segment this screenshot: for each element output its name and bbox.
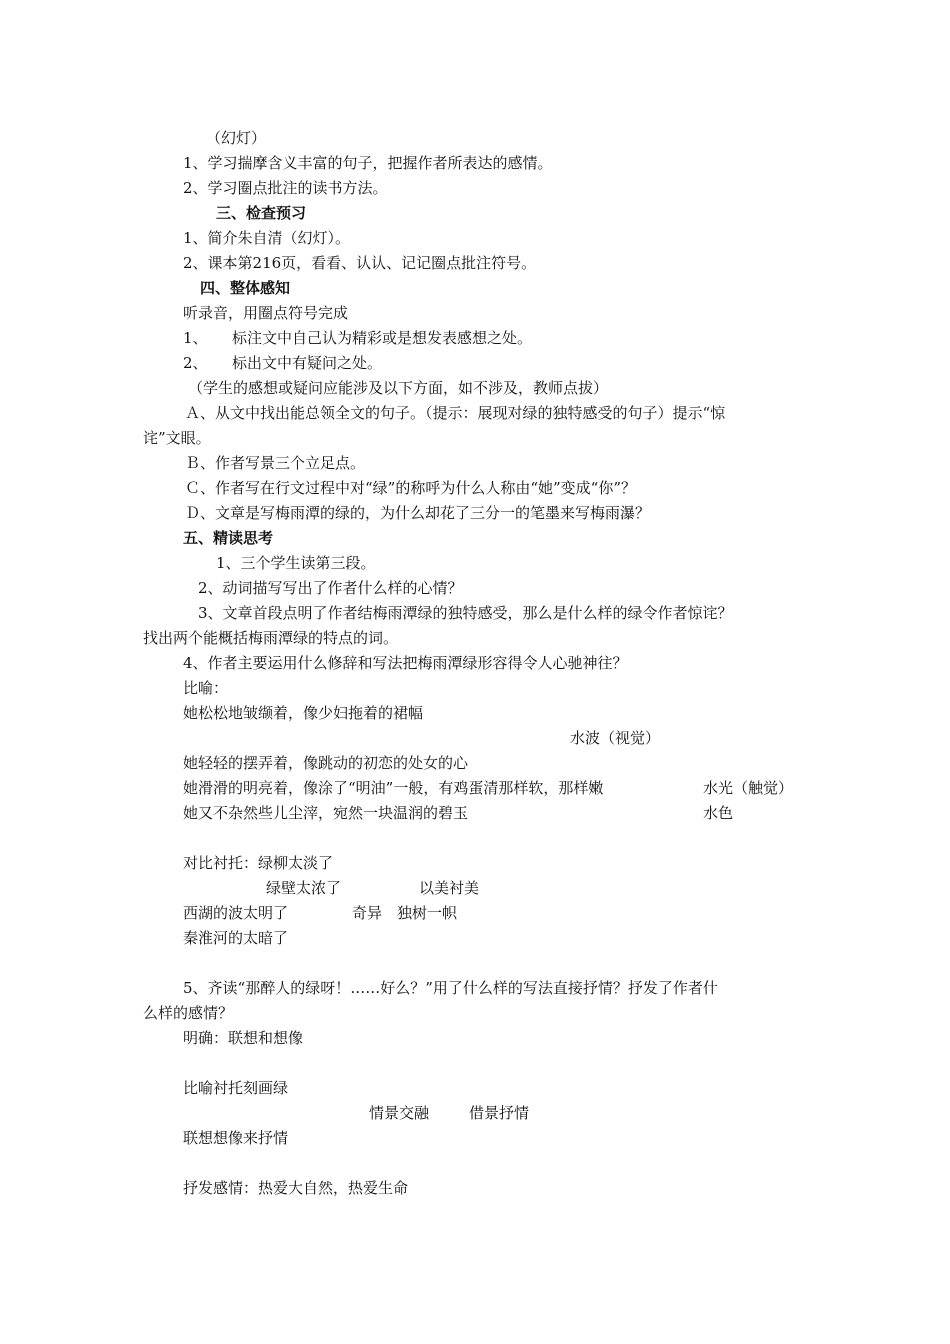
list-number: 2、 [183,354,208,372]
text-line: 标注文中自己认为精彩或是想发表感想之处。 [232,329,533,347]
annotation-label: 奇异 独树一帜 [352,904,458,922]
text-line: 她松松地皱缬着，像少妇拖着的裙幅 [183,704,424,722]
text-line: 西湖的波太明了 [183,904,289,922]
text-line: 1、简介朱自清（幻灯）。 [183,229,351,247]
text-line: 听录音，用圈点符号完成 [183,304,349,322]
annotation-label: 情景交融 [369,1104,430,1122]
text-line: Ａ、从文中找出能总领全文的句子。（提示：展现对绿的独特感受的句子）提示“惊 [185,404,726,422]
text-line: 1、三个学生读第三段。 [216,554,376,572]
annotation-label: 借景抒情 [469,1104,530,1122]
text-line: 2、课本第216页，看看、认认、记记圈点批注符号。 [183,254,537,272]
section-heading: 四、整体感知 [200,279,291,297]
text-line: 比喻衬托刻画绿 [183,1079,289,1097]
section-heading: 三、检查预习 [216,204,307,222]
text-line: 找出两个能概括梅雨潭绿的特点的词。 [143,629,399,647]
text-line: 1、学习揣摩含义丰富的句子，把握作者所表达的感情。 [183,154,553,172]
annotation-label: 水色 [703,804,734,822]
list-number: 1、 [183,329,208,347]
section-heading: 五、精读思考 [183,529,274,547]
text-line: （学生的感想或疑问应能涉及以下方面，如不涉及，教师点拔） [188,379,609,397]
text-line: 她滑滑的明亮着，像涂了“明油”一般，有鸡蛋清那样软，那样嫩 [183,779,604,797]
text-line: 诧”文眼。 [143,429,211,447]
text-line: 标出文中有疑问之处。 [232,354,383,372]
text-line: 比喻： [183,679,229,697]
text-line: 联想想像来抒情 [183,1129,289,1147]
annotation-label: 水光（触觉） [703,779,794,797]
text-line: （幻灯） [206,129,267,147]
annotation-label: 水波（视觉） [570,729,661,747]
text-line: 明确：联想和想像 [183,1029,304,1047]
text-line: 4、作者主要运用什么修辞和写法把梅雨潭绿形容得令人心驰神往？ [183,654,628,672]
text-line: 抒发感情：热爱大自然，热爱生命 [183,1179,409,1197]
text-line: Ｄ、文章是写梅雨潭的绿的，为什么却花了三分一的笔墨来写梅雨瀑？ [185,504,651,522]
text-line: 她又不杂然些儿尘滓，宛然一块温润的碧玉 [183,804,469,822]
text-line: Ｃ、作者写在行文过程中对“绿”的称呼为什么人称由“她”变成“你”？ [185,479,637,497]
text-line: 对比衬托：绿柳太淡了 [183,854,334,872]
text-line: 2、动词描写写出了作者什么样的心情？ [198,579,463,597]
text-line: 5、齐读“那醉人的绿呀！……好么？”用了什么样的写法直接抒情？抒发了作者什 [183,979,718,997]
text-line: 3、文章首段点明了作者结梅雨潭绿的独特感受，那么是什么样的绿令作者惊诧？ [198,604,733,622]
text-line: 她轻轻的摆弄着，像跳动的初恋的处女的心 [183,754,469,772]
text-line: 绿壁太浓了 [266,879,342,897]
text-line: 2、学习圈点批注的读书方法。 [183,179,388,197]
annotation-label: 以美衬美 [419,879,480,897]
text-line: 秦淮河的太暗了 [183,929,289,947]
text-line: Ｂ、作者写景三个立足点。 [185,454,366,472]
text-line: 么样的感情？ [143,1004,234,1022]
